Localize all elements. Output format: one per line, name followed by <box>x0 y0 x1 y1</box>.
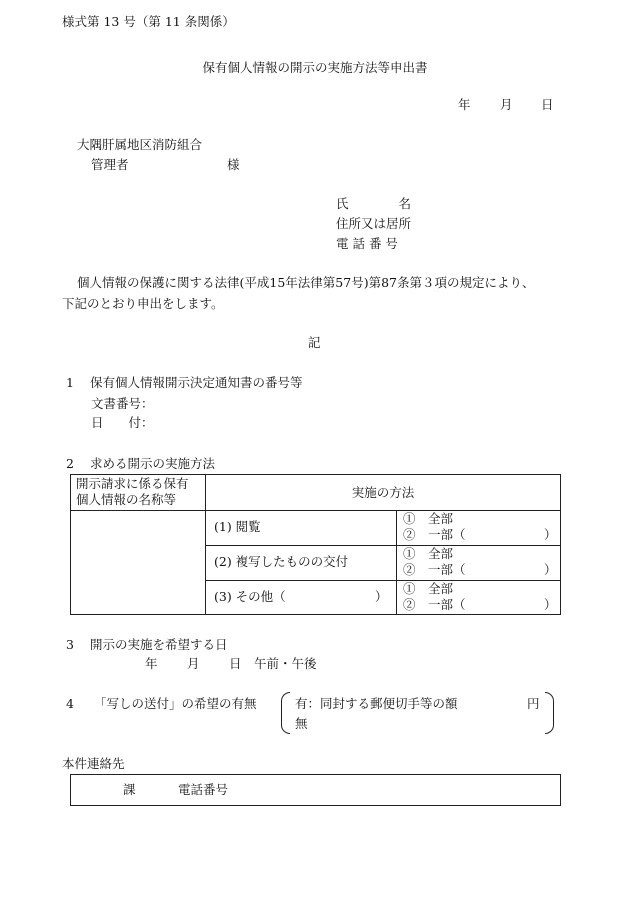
section3-title: 開示の実施を希望する日 <box>90 637 228 652</box>
preamble-line-2: 下記のとおり申出をします。 <box>62 296 224 311</box>
section3-number: 3 <box>66 637 74 652</box>
method-option-partial: ② 一部（ <box>403 562 466 577</box>
date-month-label: 月 <box>500 97 513 112</box>
method-option-partial: ② 一部（ <box>403 597 466 612</box>
bracket-right <box>545 692 554 734</box>
contact-phone-label: 電話番号 <box>178 782 229 797</box>
contact-box <box>70 774 561 806</box>
method-row-label-close: ） <box>375 589 388 604</box>
section3-year-label: 年 <box>145 656 158 671</box>
form-number: 様式第 13 号（第 11 条関係） <box>62 14 235 29</box>
date-day-label: 日 <box>541 97 554 112</box>
method-option-partial-close: ） <box>544 597 557 612</box>
section4-title: 「写しの送付」の希望の有無 <box>94 696 257 711</box>
table-header-method: 実施の方法 <box>351 485 415 500</box>
section2-title: 求める開示の実施方法 <box>90 456 216 471</box>
section4-option-no: 無 <box>295 716 308 731</box>
table-divider <box>396 510 397 615</box>
method-option-all: ① 全部 <box>403 546 454 561</box>
addressee-organization: 大隅肝属地区消防組合 <box>77 137 203 152</box>
method-option-partial-close: ） <box>544 562 557 577</box>
page-title: 保有個人情報の開示の実施方法等申出書 <box>202 60 428 75</box>
table-header-name-line1: 開示請求に係る保有 <box>76 476 189 491</box>
method-row-label: (2) 複写したものの交付 <box>214 554 349 569</box>
section3-day-label: 日 <box>229 656 242 671</box>
table-header-name-line2: 個人情報の名称等 <box>76 492 177 507</box>
date-year-label: 年 <box>458 97 471 112</box>
section1-date-label: 日 付： <box>91 415 154 430</box>
table-divider <box>70 510 205 511</box>
section2-number: 2 <box>66 456 74 471</box>
contact-heading: 本件連絡先 <box>62 756 125 771</box>
method-option-all: ① 全部 <box>403 511 454 526</box>
contact-ka-label: 課 <box>123 782 136 797</box>
method-option-all: ① 全部 <box>403 581 454 596</box>
table-divider <box>205 580 561 581</box>
applicant-phone-label: 電 話 番 号 <box>336 236 398 251</box>
section1-doc-number-label: 文書番号： <box>91 396 154 411</box>
table-divider <box>205 545 561 546</box>
ki-heading: 記 <box>308 335 321 350</box>
section3-ampm: 午前・午後 <box>254 656 317 671</box>
applicant-name-label: 氏 名 <box>336 196 412 211</box>
addressee-honorific: 様 <box>227 157 240 172</box>
table-divider <box>205 510 561 511</box>
section1-title: 保有個人情報開示決定通知書の番号等 <box>90 375 303 390</box>
section4-yen-label: 円 <box>527 696 540 711</box>
applicant-address-label: 住所又は居所 <box>336 216 412 231</box>
section3-month-label: 月 <box>187 656 200 671</box>
method-row-label: (1) 閲覧 <box>214 519 261 534</box>
bracket-left <box>281 692 290 734</box>
method-option-partial-close: ） <box>544 527 557 542</box>
method-option-partial: ② 一部（ <box>403 527 466 542</box>
method-row-label: (3) その他（ <box>214 589 286 604</box>
section4-number: 4 <box>66 696 74 711</box>
addressee-role: 管理者 <box>91 157 129 172</box>
preamble-line-1: 個人情報の保護に関する法律(平成15年法律第57号)第87条第３項の規定により、 <box>77 275 535 290</box>
section4-option-yes: 有：同封する郵便切手等の額 <box>295 696 458 711</box>
section1-number: 1 <box>66 375 74 390</box>
